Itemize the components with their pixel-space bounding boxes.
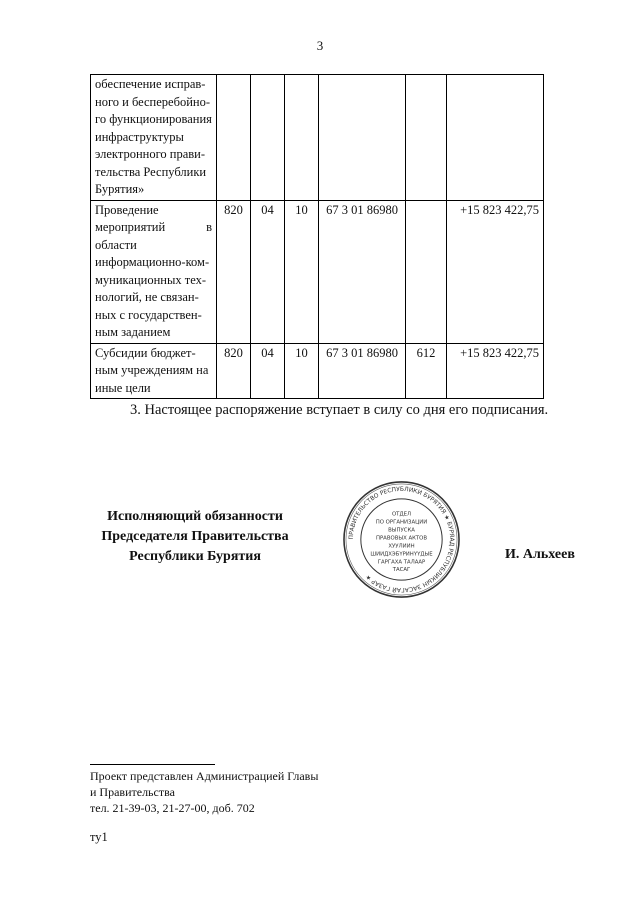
official-seal — [341, 479, 462, 600]
name-line: Субсидии бюджет- — [95, 345, 196, 360]
seal-inner-line: ХУУЛИИН — [388, 543, 415, 550]
name-line: электронного прави- — [95, 147, 206, 161]
footnote-line: тел. 21-39-03, 21-27-00, доб. 702 — [90, 801, 255, 815]
document-code: ту1 — [90, 830, 108, 844]
name-line: ного и бесперебойно- — [95, 94, 210, 109]
seal-outer-text: ПРАВИТЕЛЬСТВО РЕСПУБЛИКИ БУРЯТИЯ ★ БУРЯАД РЕСПУБЛИКЫН ЗАСАГАЙ ГАЗАР ★ — [347, 485, 456, 594]
table-cell — [319, 75, 406, 201]
seal-inner-line: ГАРГАХА ТАЛААР — [377, 559, 426, 566]
table-cell: 67 3 01 86980 — [319, 200, 406, 343]
name-line: обеспечение исправ- — [95, 77, 206, 91]
name-line: тельства Республики — [95, 164, 207, 179]
signatory-name: И. Альхеев — [505, 547, 575, 562]
table-cell-name — [91, 75, 217, 201]
clause-text: 3. Настоящее распоряжение вступает в силу со дня его подписания. — [130, 402, 549, 418]
table-cell-name — [91, 343, 217, 399]
signatory-title-line: Исполняющий обязанности — [107, 509, 283, 524]
signatory-title-line: Республики Бурятия — [129, 549, 261, 564]
table-cell — [251, 75, 285, 201]
seal-inner-line: ПРАВОВЫХ АКТОВ — [375, 535, 428, 542]
seal-inner-line: ОТДЕЛ — [391, 511, 412, 518]
table-cell: 10 — [285, 200, 319, 343]
seal-inner-line: ТАСАГ — [392, 567, 411, 574]
footnote — [90, 768, 318, 816]
seal-inner-line: ПО ОРГАНИЗАЦИИ — [375, 519, 428, 526]
footnote-line: Проект представлен Администрацией Главы — [90, 769, 319, 783]
table-cell: 04 — [251, 200, 285, 343]
table-cell — [406, 200, 447, 343]
name-line: го функционирования — [95, 112, 212, 126]
name-line: ным учреждениям на — [95, 363, 209, 377]
name-line: иные цели — [95, 380, 151, 395]
table-cell: +15 823 422,75 — [447, 343, 544, 399]
page-number: 3 — [316, 38, 324, 53]
name-line: муникационных тех- — [95, 272, 207, 287]
table-cell — [447, 75, 544, 201]
footnote-line: и Правительства — [90, 785, 175, 799]
seal-inner-line: ШИИДХЭБҮРИНҮҮДЫЕ — [370, 551, 433, 558]
table-cell: 612 — [406, 343, 447, 399]
name-line: информационно-ком- — [95, 255, 210, 269]
seal-inner-line: ВЫПУСКА — [388, 527, 415, 534]
table-cell-name — [91, 200, 217, 343]
name-line: нологий, не связан- — [95, 290, 199, 304]
table-cell: 67 3 01 86980 — [319, 343, 406, 399]
table-cell: 820 — [217, 200, 251, 343]
table-row — [91, 343, 544, 399]
name-line: инфраструктуры — [95, 129, 184, 144]
name-line: ным заданием — [95, 325, 171, 339]
table-cell: +15 823 422,75 — [447, 200, 544, 343]
signatory-title-line: Председателя Правительства — [101, 529, 289, 544]
name-line: Проведение мероприятий в области — [95, 202, 212, 252]
table-cell: 04 — [251, 343, 285, 399]
table-cell — [406, 75, 447, 201]
name-line: Бурятия» — [95, 182, 145, 196]
table-cell — [217, 75, 251, 201]
table-row — [91, 75, 544, 201]
budget-table — [90, 74, 544, 399]
name-line: ных с государствен- — [95, 307, 202, 322]
signatory-title — [90, 507, 300, 567]
footnote-divider — [90, 764, 215, 765]
table-cell: 10 — [285, 343, 319, 399]
table-cell: 820 — [217, 343, 251, 399]
table-cell — [285, 75, 319, 201]
table-row — [91, 200, 544, 343]
